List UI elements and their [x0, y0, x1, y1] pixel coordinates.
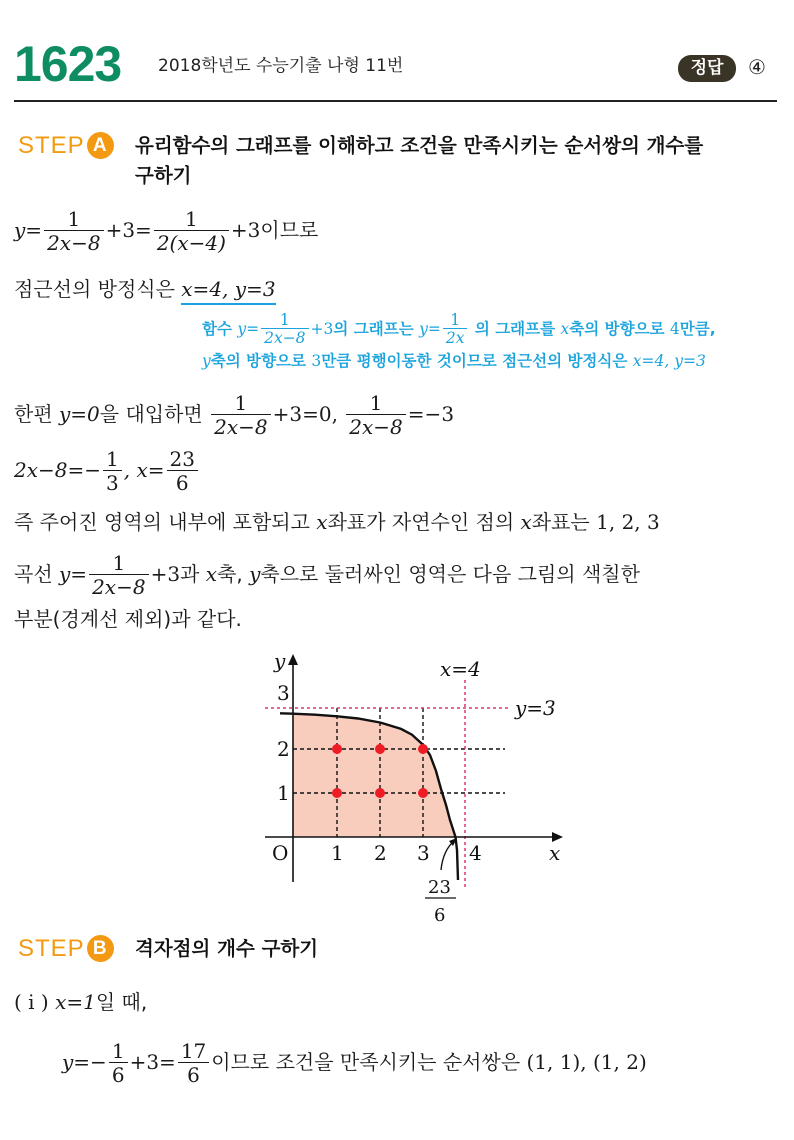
origin-label: O — [272, 841, 289, 865]
math: y= — [59, 562, 88, 586]
frac-den: 2x — [443, 328, 468, 347]
text: 좌표가 자연수인 점의 — [327, 510, 521, 534]
frac-num: 1 — [111, 1039, 125, 1063]
step-a-text: STEP — [18, 132, 85, 159]
frac-den: 2x−8 — [89, 574, 149, 599]
y-axis-arrow-icon — [288, 654, 298, 665]
y-tick-1: 1 — [277, 781, 290, 805]
frac-den: 2(x−4) — [154, 230, 229, 255]
x-tick-2: 2 — [374, 841, 387, 865]
ordered-pairs: (1, 1), (1, 2) — [526, 1050, 647, 1074]
note-text: 만큼 평행이동한 것이므로 점근선의 방정식은 — [321, 352, 633, 370]
eq-math: y=− — [62, 1050, 107, 1074]
frac-num: 1 — [279, 311, 290, 329]
frac-num: 1 — [106, 447, 119, 471]
text: 즉 주어진 영역의 내부에 포함되고 — [14, 510, 317, 534]
problem-number: 1623 — [14, 36, 122, 92]
frac-num: 1 — [234, 391, 248, 415]
case1-equation — [62, 1040, 647, 1087]
step-b-title: 격자점의 개수 구하기 — [135, 937, 319, 960]
note-text: 함수 — [202, 320, 238, 338]
text: 좌표는 — [531, 510, 597, 534]
eq-math: =−3 — [407, 402, 455, 426]
y-tick-3: 3 — [277, 681, 290, 705]
eq-text: 이므로 조건을 만족시키는 순서쌍은 — [211, 1050, 527, 1074]
case-label: ( i ) — [14, 990, 56, 1014]
math: 1, 2, 3 — [596, 510, 660, 534]
note-math: x=4, y=3 — [632, 352, 706, 370]
step-a-title-line2: 구하기 — [135, 164, 192, 187]
note-math: 3 — [311, 352, 322, 370]
math: x — [205, 562, 218, 586]
problem-source: 2018학년도 수능기출 나형 11번 — [158, 56, 404, 76]
math: x — [316, 510, 328, 534]
case-suffix: 일 때, — [95, 990, 148, 1014]
eq-text: 한편 — [14, 402, 59, 426]
math: +3 — [150, 562, 181, 586]
note-math: y — [202, 352, 211, 370]
asymptote-y-label: y=3 — [515, 696, 556, 720]
frac-num: 1 — [67, 207, 81, 231]
answer-value: ④ — [748, 55, 766, 79]
eq-mid: +3= — [105, 218, 152, 242]
text: 곡선 — [14, 562, 59, 586]
x-axis-label: x — [549, 841, 561, 865]
eq-math: 2x−8=− — [14, 458, 102, 482]
frac-den: 6 — [167, 470, 198, 495]
note-math: 4 — [669, 320, 680, 338]
frac-den: 6 — [109, 1062, 128, 1087]
y-tick-2: 2 — [277, 737, 290, 761]
text: 축으로 둘러싸인 영역은 다음 그림의 색칠한 — [260, 562, 640, 586]
eq-math: y=0 — [59, 402, 100, 426]
intercept-num: 23 — [428, 877, 451, 898]
frac-den: 2x−8 — [261, 328, 308, 347]
frac-num: 1 — [112, 551, 126, 575]
frac-den: 2x−8 — [211, 414, 271, 439]
frac-den: 6 — [178, 1062, 209, 1087]
step-b-circle-icon: B — [87, 935, 114, 962]
frac-num: 1 — [184, 207, 198, 231]
region-line2: 부분(경계선 제외)과 같다. — [14, 607, 242, 631]
answer-badge: 정답 — [678, 55, 736, 82]
note-text: 의 그래프는 — [333, 320, 420, 338]
note-math: x — [560, 320, 570, 338]
x-tick-4: 4 — [469, 841, 482, 865]
note-math: y= — [237, 320, 260, 338]
fraction — [109, 1040, 128, 1087]
note-text: 축의 방향으로 — [569, 320, 670, 338]
note-math: y= — [419, 320, 441, 338]
x-tick-1: 1 — [331, 841, 344, 865]
eq-math: , x= — [123, 458, 165, 482]
eq-math: +3=0, — [272, 402, 345, 426]
frac-num: 17 — [180, 1039, 207, 1063]
eq-math: +3= — [129, 1050, 176, 1074]
asymptote-x-label: x=4 — [440, 657, 481, 681]
frac-num: 1 — [450, 311, 461, 329]
note-math: +3 — [310, 320, 334, 338]
frac-num: 23 — [169, 447, 195, 471]
y-axis-label: y — [274, 649, 286, 673]
intercept-den: 6 — [434, 905, 446, 926]
step-b-text: STEP — [18, 935, 85, 962]
eq-suffix: 이므로 — [260, 218, 319, 242]
eq-text: 을 대입하면 — [99, 402, 210, 426]
shaded-region — [293, 714, 456, 837]
math: x — [520, 510, 532, 534]
frac-den: 3 — [103, 470, 122, 495]
eq-lhs: y= — [14, 218, 43, 242]
text: 과 — [180, 562, 206, 586]
step-a-title-line1: 유리함수의 그래프를 이해하고 조건을 만족시키는 순서쌍의 개수를 — [135, 134, 704, 157]
frac-den: 2x−8 — [44, 230, 104, 255]
note-text: 의 그래프를 — [469, 320, 561, 338]
eq-rhs: +3 — [230, 218, 261, 242]
frac-den: 2x−8 — [346, 414, 406, 439]
x-tick-3: 3 — [417, 841, 430, 865]
note-text: 축의 방향으로 — [210, 352, 312, 370]
text: 축, — [217, 562, 250, 586]
step-b-label — [18, 934, 114, 964]
fraction — [178, 1040, 209, 1087]
asymptote-value: x=4, y=3 — [181, 277, 275, 305]
case1-heading — [14, 988, 147, 1016]
case-cond: x=1 — [55, 990, 96, 1014]
step-a-circle-icon: A — [87, 132, 114, 159]
asymptote-prefix: 점근선의 방정식은 — [14, 277, 182, 301]
math: y — [249, 562, 261, 586]
frac-num: 1 — [369, 391, 383, 415]
note-text: 만큼, — [679, 320, 716, 338]
